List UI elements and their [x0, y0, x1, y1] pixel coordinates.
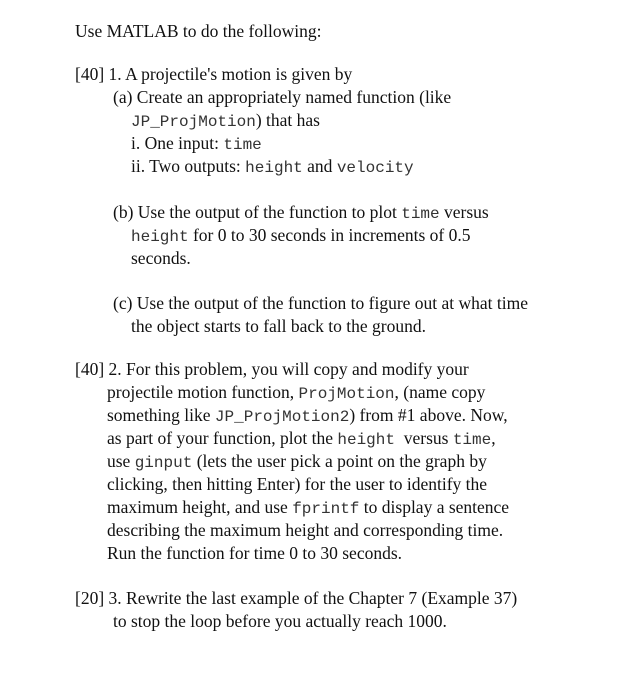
q1a-output-height: height: [245, 159, 303, 177]
q1a-output-and: and: [302, 156, 337, 176]
q1a-function-name: JP_ProjMotion: [131, 113, 256, 131]
q2-points: [40]: [75, 359, 105, 379]
q2-line-6: [107, 473, 487, 496]
q2-code-time: time: [452, 431, 492, 449]
q2-line-7: [107, 496, 509, 521]
q2-text-4: as part of your function, plot the: [107, 428, 338, 448]
q2-code-projmotion2: JP_ProjMotion2: [214, 408, 350, 426]
q2-text-5-end: (lets the user pick a point on the graph by: [192, 451, 487, 471]
q1a-input-code: time: [223, 136, 262, 154]
q1a-line-1: [113, 86, 451, 109]
q1b-line-1: [113, 201, 489, 226]
q3-line-2: [113, 610, 447, 633]
q1b-line-3: [131, 247, 191, 270]
q1-lead: 1. A projectile's motion is given by: [108, 64, 353, 84]
q1a-line-4: [131, 155, 414, 180]
q1b-line-2: [131, 224, 471, 249]
q1b-text-versus: versus: [439, 202, 489, 222]
q1a-text-1: (a) Create an appropriately named function (like: [113, 87, 452, 107]
q3-points: [20]: [75, 588, 105, 608]
q2-text-5: use: [107, 451, 135, 471]
q2-text-3-end: ) from #1 above. Now,: [349, 405, 508, 425]
q1b-code-height: height: [131, 228, 189, 246]
q1c-text-2: the object starts to fall back to the ground.: [131, 316, 426, 336]
q1a-output-label: ii. Two outputs:: [131, 156, 246, 176]
q1c-line-1: [113, 292, 528, 315]
q2-text-versus: versus: [394, 428, 453, 448]
q2-text-4-end: ,: [491, 428, 496, 448]
q2-text-9: Run the function for time 0 to 30 seconds.: [107, 543, 403, 563]
q2-line-8: [107, 519, 503, 542]
q1a-line-3: [131, 132, 262, 157]
q1b-text-3: seconds.: [131, 248, 191, 268]
q2-text-1: 2. For this problem, you will copy and modify your: [108, 359, 469, 379]
q2-line-4: [107, 427, 496, 452]
q2-text-7: maximum height, and use: [107, 497, 293, 517]
q3-text-1: 3. Rewrite the last example of the Chapter 7 (Example 37): [108, 588, 518, 608]
q2-text-2-end: , (name copy: [394, 382, 486, 402]
q1-heading: [75, 63, 352, 86]
q1a-line-2: [131, 109, 320, 134]
q2-text-7-end: to display a sentence: [359, 497, 510, 517]
q1a-output-velocity: velocity: [336, 159, 414, 177]
q1-points: [40]: [75, 64, 105, 84]
q2-line-3: [107, 404, 508, 429]
q2-line-9: [107, 542, 402, 565]
q2-text-3: something like: [107, 405, 215, 425]
q1c-text-1: (c) Use the output of the function to figure out at what time: [113, 293, 529, 313]
q1b-text-2: for 0 to 30 seconds in increments of 0.5: [188, 225, 471, 245]
q1a-text-2: ) that has: [255, 110, 320, 130]
q2-line-5: [107, 450, 487, 475]
intro-text: Use MATLAB to do the following:: [75, 21, 322, 41]
q1b-code-time: time: [401, 205, 440, 223]
intro-line: [75, 20, 321, 43]
q3-text-2: to stop the loop before you actually reach 1000.: [113, 611, 447, 631]
q3-line-1: [75, 587, 517, 610]
q2-line-1: [75, 358, 469, 381]
q2-text-2: projectile motion function,: [107, 382, 299, 402]
q2-code-fprintf: fprintf: [292, 500, 360, 518]
q1c-line-2: [131, 315, 426, 338]
q2-code-projmotion: ProjMotion: [298, 385, 395, 403]
q2-code-ginput: ginput: [134, 454, 193, 472]
q2-text-6: clicking, then hitting Enter) for the user to identify the: [107, 474, 488, 494]
q1b-text-1: (b) Use the output of the function to plot: [113, 202, 402, 222]
q2-text-8: describing the maximum height and corresponding time.: [107, 520, 504, 540]
q1a-input-label: i. One input:: [131, 133, 224, 153]
q2-code-height: height: [337, 431, 395, 449]
q2-line-2: [107, 381, 485, 406]
